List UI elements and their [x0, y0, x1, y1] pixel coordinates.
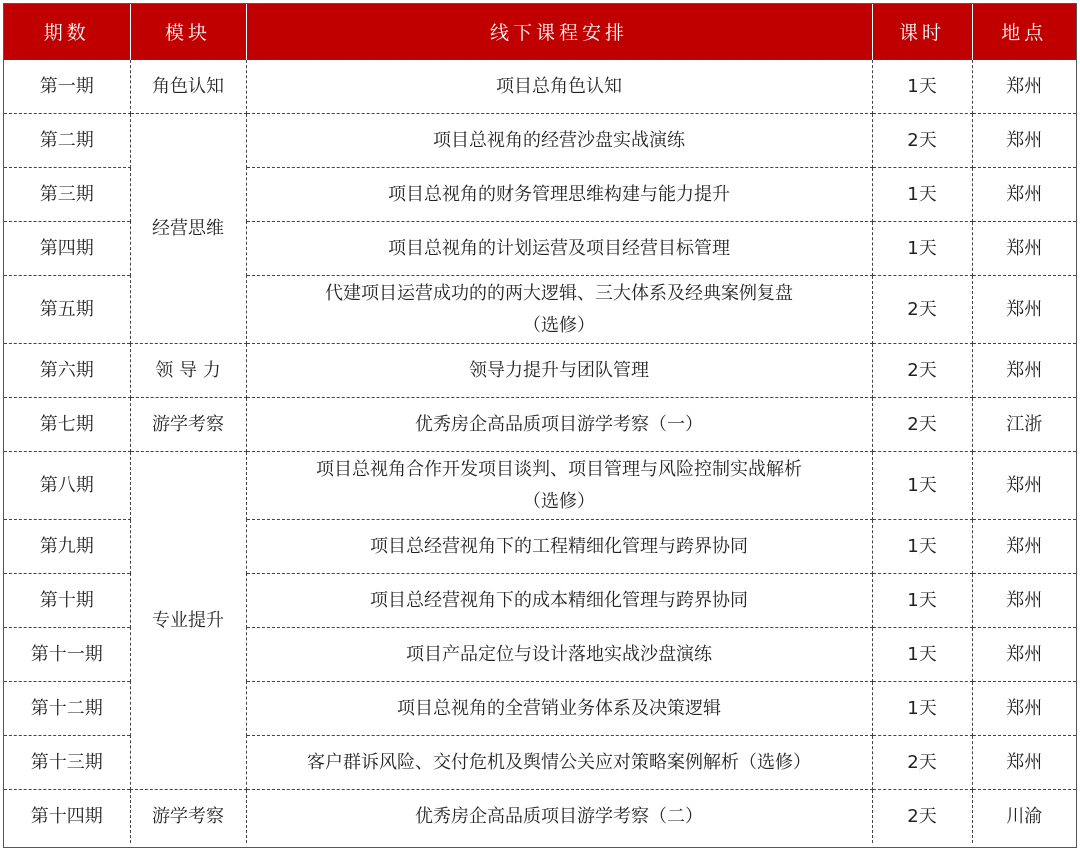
hours-cell: 1天	[872, 520, 972, 574]
hours-cell: 1天	[872, 452, 972, 520]
hours-cell: 2天	[872, 114, 972, 168]
location-cell: 郑州	[972, 222, 1076, 276]
location-cell: 郑州	[972, 452, 1076, 520]
course-cell	[246, 276, 872, 344]
course-cell: 项目总视角的全营销业务体系及决策逻辑	[246, 682, 872, 736]
module-cell: 游学考察	[130, 790, 246, 844]
elective-note: （选修）	[523, 490, 595, 512]
period-cell: 第十期	[4, 574, 130, 628]
location-cell: 江浙	[972, 398, 1076, 452]
course-cell: 项目总视角的计划运营及项目经营目标管理	[246, 222, 872, 276]
module-cell: 游学考察	[130, 398, 246, 452]
period-cell: 第五期	[4, 276, 130, 344]
hours-cell: 2天	[872, 736, 972, 790]
hours-cell: 1天	[872, 60, 972, 114]
location-cell: 郑州	[972, 114, 1076, 168]
table-header-row	[4, 4, 1076, 60]
course-schedule-table-frame	[3, 3, 1077, 848]
location-cell: 郑州	[972, 520, 1076, 574]
module-cell: 专业提升	[130, 452, 246, 790]
table-row	[4, 398, 1076, 452]
location-cell: 郑州	[972, 168, 1076, 222]
course-cell: 优秀房企高品质项目游学考察（二）	[246, 790, 872, 844]
course-cell: 项目总经营视角下的工程精细化管理与跨界协同	[246, 520, 872, 574]
course-cell: 项目总视角的经营沙盘实战演练	[246, 114, 872, 168]
hours-cell: 2天	[872, 276, 972, 344]
course-cell: 项目总角色认知	[246, 60, 872, 114]
period-cell: 第一期	[4, 60, 130, 114]
period-cell: 第四期	[4, 222, 130, 276]
location-cell: 郑州	[972, 344, 1076, 398]
period-cell: 第十一期	[4, 628, 130, 682]
course-cell	[246, 452, 872, 520]
course-cell: 客户群诉风险、交付危机及舆情公关应对策略案例解析（选修）	[246, 736, 872, 790]
course-schedule-table	[4, 4, 1076, 843]
header-period: 期数	[4, 4, 130, 60]
header-module: 模块	[130, 4, 246, 60]
header-schedule: 线下课程安排	[246, 4, 872, 60]
period-cell: 第十三期	[4, 736, 130, 790]
course-cell: 领导力提升与团队管理	[246, 344, 872, 398]
header-hours: 课时	[872, 4, 972, 60]
period-cell: 第三期	[4, 168, 130, 222]
course-cell: 项目总经营视角下的成本精细化管理与跨界协同	[246, 574, 872, 628]
location-cell: 郑州	[972, 60, 1076, 114]
location-cell: 川渝	[972, 790, 1076, 844]
period-cell: 第九期	[4, 520, 130, 574]
hours-cell: 2天	[872, 344, 972, 398]
course-cell: 项目产品定位与设计落地实战沙盘演练	[246, 628, 872, 682]
table-row	[4, 60, 1076, 114]
hours-cell: 1天	[872, 168, 972, 222]
location-cell: 郑州	[972, 628, 1076, 682]
module-cell: 领 导 力	[130, 344, 246, 398]
module-cell: 经营思维	[130, 114, 246, 344]
location-cell: 郑州	[972, 736, 1076, 790]
table-row	[4, 790, 1076, 844]
course-cell: 优秀房企高品质项目游学考察（一）	[246, 398, 872, 452]
course-title: 项目总视角合作开发项目谈判、项目管理与风险控制实战解析	[316, 458, 802, 480]
hours-cell: 2天	[872, 398, 972, 452]
table-row	[4, 114, 1076, 168]
period-cell: 第二期	[4, 114, 130, 168]
location-cell: 郑州	[972, 682, 1076, 736]
course-cell: 项目总视角的财务管理思维构建与能力提升	[246, 168, 872, 222]
module-cell: 角色认知	[130, 60, 246, 114]
table-row	[4, 344, 1076, 398]
hours-cell: 1天	[872, 682, 972, 736]
period-cell: 第十四期	[4, 790, 130, 844]
location-cell: 郑州	[972, 574, 1076, 628]
hours-cell: 1天	[872, 628, 972, 682]
header-location: 地点	[972, 4, 1076, 60]
period-cell: 第六期	[4, 344, 130, 398]
table-row	[4, 452, 1076, 520]
elective-note: （选修）	[523, 314, 595, 336]
hours-cell: 1天	[872, 574, 972, 628]
period-cell: 第七期	[4, 398, 130, 452]
period-cell: 第八期	[4, 452, 130, 520]
hours-cell: 1天	[872, 222, 972, 276]
period-cell: 第十二期	[4, 682, 130, 736]
location-cell: 郑州	[972, 276, 1076, 344]
hours-cell: 2天	[872, 790, 972, 844]
course-title: 代建项目运营成功的的两大逻辑、三大体系及经典案例复盘	[325, 282, 793, 304]
